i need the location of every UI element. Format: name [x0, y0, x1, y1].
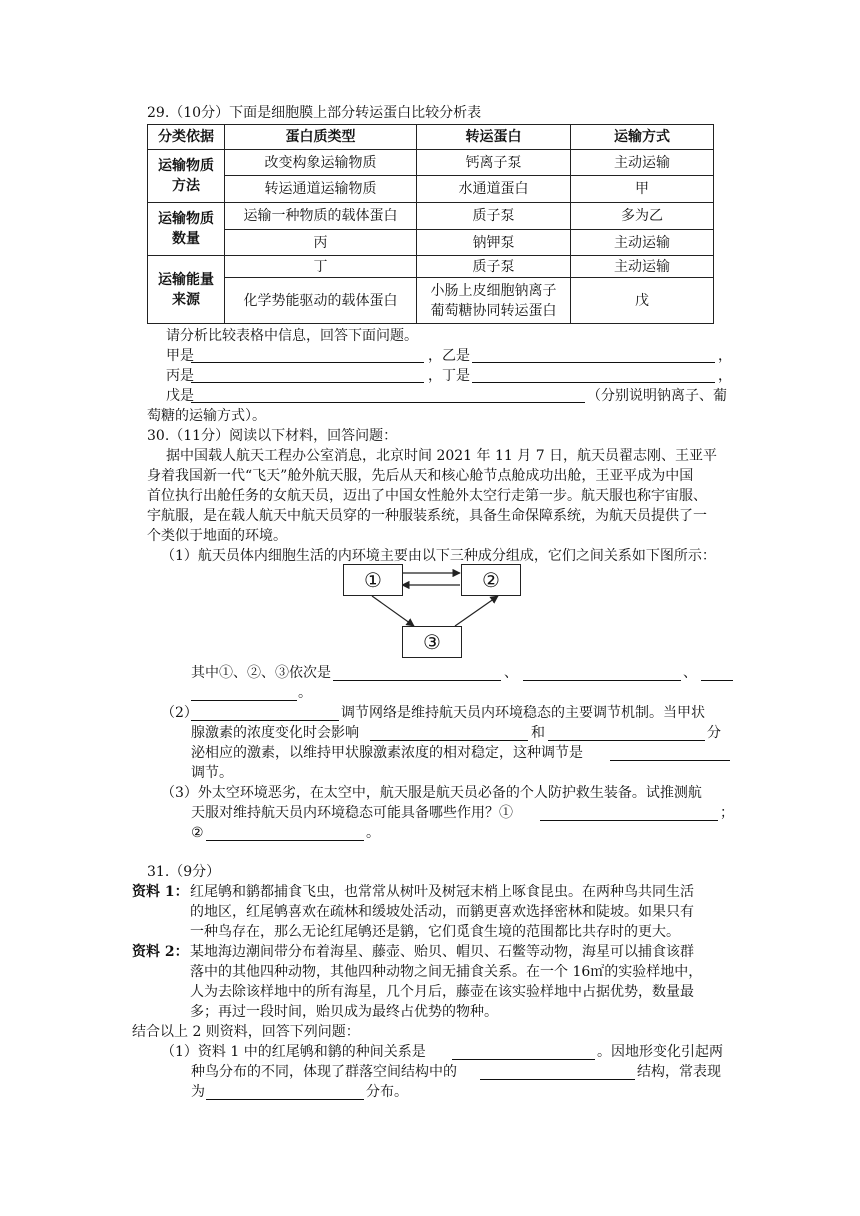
- q30-part2-num: （2）: [161, 705, 198, 721]
- table-cell: 丙: [225, 230, 417, 256]
- table-header: 运输方式: [571, 125, 714, 150]
- category-line: 运输能量: [158, 271, 214, 288]
- table-cell: 戊: [571, 278, 714, 324]
- semicolon: ；: [720, 805, 734, 821]
- q30-para-line: 宇航服，是在载人航天中航天员穿的一种服装系统，具备生命保障系统，为航天员提供了一: [147, 508, 707, 524]
- box-component-2: ②: [461, 564, 521, 596]
- q30-part2-and: 和: [531, 725, 545, 741]
- q29-prompt: 请分析比较表格中信息，回答下面问题。: [166, 328, 418, 344]
- cell-line: 小肠上皮细胞钠离子: [430, 282, 557, 299]
- table-cell: 运输一种物质的载体蛋白: [225, 203, 417, 230]
- q31-part1-line1b: 。因地形变化引起两: [597, 1044, 723, 1060]
- answer-blank-network[interactable]: [191, 720, 339, 721]
- q30-part3-line1: （3）外太空环境恶劣，在太空中，航天服是航天员必备的个人防护救生装备。试推测航: [161, 785, 702, 801]
- answer-blank-regulation[interactable]: [610, 760, 730, 761]
- material-1-line: 一种鸟存在，那么无论红尾鸲还是鹟，它们觅食生境的范围都比共存时的更大。: [190, 924, 680, 940]
- label-yi: ，乙是: [428, 348, 470, 364]
- q30-part2-line1: 调节网络是维持航天员内环境稳态的主要调节机制。当甲状: [341, 705, 705, 721]
- q29-title: 29.（10分）下面是细胞膜上部分转运蛋白比较分析表: [147, 105, 482, 121]
- table-cell: 钙离子泵: [417, 150, 571, 176]
- table-cell: 化学势能驱动的载体蛋白: [225, 278, 417, 324]
- answer-blank-component-3[interactable]: [701, 680, 733, 681]
- table-cell: 转运通道运输物质: [225, 176, 417, 203]
- q30-para-line: 个类似于地面的环境。: [147, 528, 287, 544]
- answer-blank-distribution[interactable]: [206, 1099, 364, 1100]
- dun: 、: [504, 665, 518, 681]
- cell-line: 葡萄糖协同转运蛋白: [430, 302, 557, 319]
- table-cell: 主动运输: [571, 256, 714, 278]
- box-component-1: ①: [343, 564, 403, 596]
- table-cell: 主动运输: [571, 230, 714, 256]
- period: 。: [298, 685, 312, 701]
- table-cell: 丁: [225, 256, 417, 278]
- answer-blank-component-3-cont[interactable]: [191, 700, 297, 701]
- material-1-line: 的地区，红尾鸲喜欢在疏林和缓坡处活动，而鹟更喜欢选择密林和陡坡。如果只有: [190, 904, 694, 920]
- q30-part1: （1）航天员体内细胞生活的内环境主要由以下三种成分组成，它们之间关系如下图所示：: [161, 548, 716, 564]
- q30-para-line: 身着我国新一代“飞天”舱外航天服，先后从天和核心舱节点舱成功出舱，王亚平成为中国: [147, 468, 694, 484]
- box-component-3: ③: [402, 626, 462, 658]
- q30-part1-answer: 其中①、②、③依次是: [191, 665, 331, 681]
- material-2-line: 人为去除该样地中的所有海星，几个月后，藤壶在该实验样地中占据优势，数量最: [190, 984, 694, 1000]
- q30-part2-fen: 分: [707, 725, 721, 741]
- answer-blank-function-2[interactable]: [206, 840, 364, 841]
- dun: 、: [683, 665, 697, 681]
- q31-part1-line3: 为: [191, 1084, 205, 1100]
- table-cell: 改变构象运输物质: [225, 150, 417, 176]
- table-cell: 多为乙: [571, 203, 714, 230]
- answer-blank-component-2[interactable]: [523, 680, 681, 681]
- label-wu: 戊是: [166, 388, 194, 404]
- category-line: 方法: [172, 178, 200, 194]
- q31-part1-line1: （1）资料 1 中的红尾鸲和鹟的种间关系是: [161, 1044, 426, 1060]
- period: 。: [366, 825, 380, 841]
- comma: ，: [718, 368, 732, 384]
- q31-title: 31.（9分）: [147, 864, 221, 880]
- answer-blank-interspecific[interactable]: [452, 1059, 595, 1060]
- table-cell: 质子泵: [417, 256, 571, 278]
- q31-part1-line2: 种鸟分布的不同，体现了群落空间结构中的: [191, 1064, 457, 1080]
- table-cell: 主动运输: [571, 150, 714, 176]
- q30-part2-line2: 腺激素的浓度变化时会影响: [191, 725, 359, 741]
- material-1-line: 红尾鸲和鹟都捕食飞虫，也常常从树叶及树冠末梢上啄食昆虫。在两种鸟共同生活: [190, 884, 694, 900]
- wu-note: （分别说明钠离子、葡: [587, 388, 727, 404]
- answer-blank-organ-1[interactable]: [370, 740, 528, 741]
- category-line: 运输物质: [158, 211, 214, 227]
- material-2-line: 多；再过一段时间，贻贝成为最终占优势的物种。: [190, 1004, 498, 1020]
- table-cell: 钠钾泵: [417, 230, 571, 256]
- table-cell: 质子泵: [417, 203, 571, 230]
- answer-blank-component-1[interactable]: [333, 680, 501, 681]
- arrow-3-to-2: [455, 596, 498, 626]
- material-2-label: 资料 2：: [132, 944, 189, 960]
- category-line: 来源: [172, 291, 200, 308]
- table-header: 蛋白质类型: [225, 125, 417, 150]
- q30-part2-line4: 调节。: [191, 765, 233, 781]
- material-1-label: 资料 1：: [132, 884, 189, 900]
- answer-blank-organ-2[interactable]: [548, 740, 705, 741]
- table-header: 转运蛋白: [417, 125, 571, 150]
- q31-part1-line3b: 分布。: [366, 1084, 408, 1100]
- label-jia: 甲是: [166, 348, 194, 364]
- label-ding: ，丁是: [428, 368, 470, 384]
- comma: ，: [718, 348, 732, 364]
- answer-blank-function-1[interactable]: [540, 820, 718, 821]
- material-2-line: 某地海边潮间带分布着海星、藤壶、贻贝、帽贝、石鳖等动物，海星可以捕食该群: [190, 944, 694, 960]
- table-header: 分类依据: [148, 125, 225, 150]
- arrow-1-to-3: [372, 596, 414, 626]
- material-2-line: 落中的其他四种动物，其他四种动物之间无捕食关系。在一个 16㎡的实验样地中，: [190, 964, 703, 980]
- category-line: 运输物质: [158, 158, 214, 174]
- label-bing: 丙是: [166, 368, 194, 384]
- q31-combine: 结合以上 2 则资料，回答下列问题：: [132, 1024, 360, 1040]
- q30-part3-num2: ②: [191, 825, 204, 841]
- q31-part1-line2b: 结构，常表现: [637, 1064, 721, 1080]
- table-cell: 甲: [571, 176, 714, 203]
- q30-part2-line3: 泌相应的激素，以维持甲状腺激素浓度的相对稳定，这种调节是: [191, 745, 583, 761]
- answer-blank-structure[interactable]: [480, 1079, 635, 1080]
- q30-para-line: 首位执行出舱任务的女航天员，迈出了中国女性舱外太空行走第一步。航天服也称宇宙服、: [147, 488, 707, 504]
- table-cell: 水通道蛋白: [417, 176, 571, 203]
- category-line: 数量: [172, 231, 200, 247]
- wu-note-2: 萄糖的运输方式）。: [147, 408, 266, 424]
- q30-title: 30.（11分）阅读以下材料，回答问题：: [147, 428, 398, 444]
- q30-para-line: 据中国载人航天工程办公室消息，北京时间 2021 年 11 月 7 日，航天员翟志刚、王亚平: [166, 448, 718, 464]
- q30-part3-line2: 天服对维持航天员内环境稳态可能具备哪些作用？①: [191, 805, 513, 821]
